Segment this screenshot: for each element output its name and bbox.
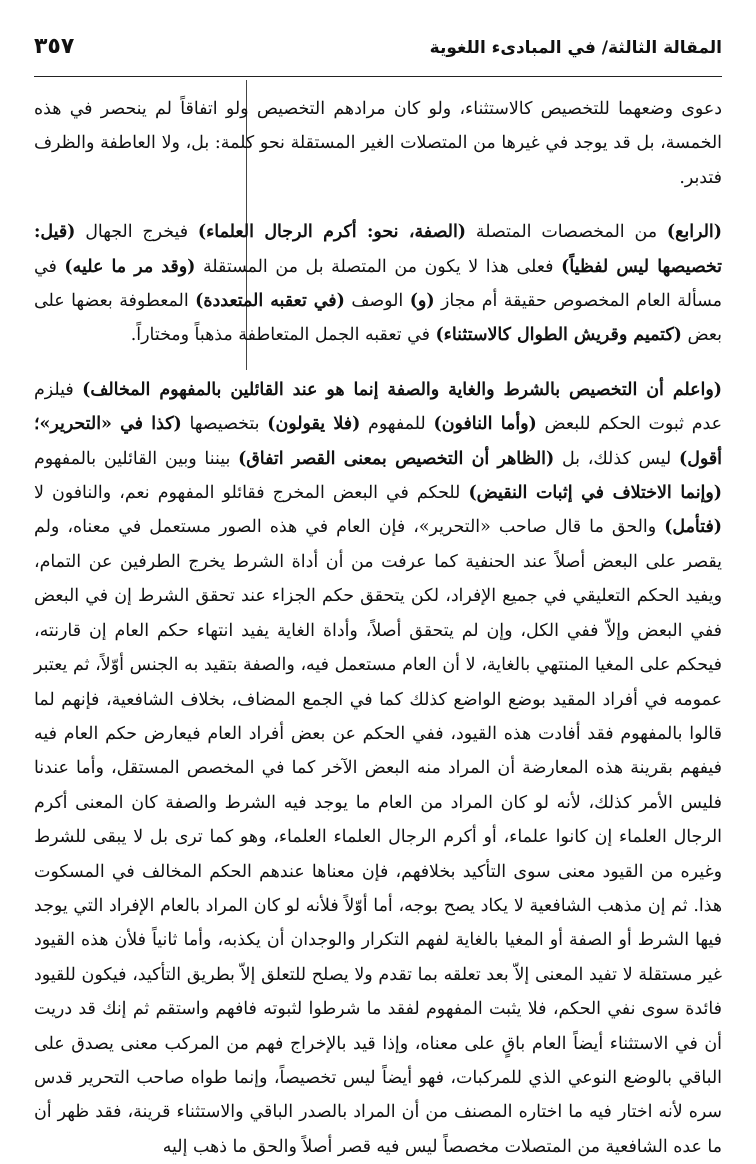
bold-matn-text: (وإنما الاختلاف في إثبات النقيض)	[468, 483, 722, 504]
bold-matn-text: (الصفة، نحو: أكرم الرجال العلماء)	[197, 222, 467, 243]
bold-matn-text: (و)	[409, 291, 435, 312]
commentary-text: فيلزم عدم ثبوت الحكم للبعض	[34, 379, 722, 435]
commentary-text: من المخصصات المتصلة	[466, 222, 667, 243]
header-rule	[34, 76, 722, 77]
page-body	[34, 92, 722, 1164]
bold-matn-text: (في تعقبه المتعددة)	[195, 291, 345, 312]
commentary-text: والحق ما قال صاحب «التحرير»، فإن العام في هذه الصور مستعمل في معناه، ولم يقصر على البعض أصلاً عند الحنفية كما عرفت من أن أداة الشرط يخرج الطرفين عن التمام، ويفيد الحكم التعليقي في جميع الإفراد، لكن يتحقق حكم الجزاء عند تحقق الشرط إن في البعض ففي البعض وإلاّ ففي الكل، وإن لم يتحقق أصلاً، وأداة الغاية يفيد انتهاء حكم العام إن قارنته، فيحكم على المغيا المنتهي بالغاية، لا أن العام مستعمل فيه، والصفة بتقيد به الجنس أوّلاً، ثم يعتبر عمومه في أفراد المقيد بوضع الواضع كذلك كما في الجمع المضاف، بخلاف الشافعية، فإنهم لما قالوا بالمفهوم فقد أفادت هذه القيود، ففي الحكم عن بعض أفراد العام فيعارض حكم العام فيه فيفهم بقرينة هذه المعارضة أن المراد منه البعض الآخر كما في المخصص المستقل، وأما عندنا فليس الأمر كذلك، لأنه لو كان المراد من العام ما يوجد فيه الشرط والصفة كان المعنى أكرم الرجال العلماء إن كانوا علماء، أو أكرم الرجال العلماء العلماء، وهو كما ترى بل لا يبقى للشرط وغيره من القيود معنى سوى التأكيد بخلافهم، فإن معناها عندهم الحكم المخالف في المسكوت هذا. ثم إن مذهب الشافعية لا يكاد يصح بوجه، أما أوّلاً فلأنه لو كان المراد بالعام الإفراد التي يوجد فيها الشرط أو الصفة أو المغيا بالغاية لفهم التكرار والوجدان أن يكذبه، وأما ثانياً فلأن هذه القيود غير مستقلة لا تفيد المعنى إلاّ بعد تعلقه بما تقدم ولا يصلح للتعلق إلاّ بطريق التأكيد، فيكون للقيود فائدة سوى نفي الحكم، فلا يثبت المفهوم لفقد ما شرطوا لثبوته فافهم واستقم ثم إنك قد دريت أن في الاستثناء أيضاً العام باقٍ على معناه، وإذا قيد بالإخراج فهم من المركب معنى يصدق على الباقي بالوضع النوعي الذي للمركبات، فهو أيضاً ليس تخصيصاً، وإنما طواه صاحب التحرير قدس سره لأنه اختار فيه ما اختاره المصنف من أن المراد بالصدر الباقي والاستثناء قرينة، فقد ظهر أن ما عده الشافعية من المتصلات مخصصاً ليس فيه قصر أصلاً والحق ما ذهب إليه	[34, 517, 722, 1157]
commentary-text: في تعقبه الجمل المتعاطفة مذهباً ومختاراً.	[130, 325, 436, 346]
running-title: المقالة الثالثة/ في المبادىء اللغوية	[429, 38, 722, 58]
bold-matn-text: (وأما النافون)	[433, 414, 537, 435]
paragraph	[34, 215, 722, 353]
page-number: ٣٥٧	[34, 34, 75, 59]
bold-matn-text: (قيل: تخصيصها ليس لفظياً)	[34, 222, 722, 277]
commentary-text: للمفهوم	[360, 414, 434, 435]
commentary-text: الوصف	[344, 291, 410, 312]
bold-matn-text: (فتأمل)	[664, 517, 722, 538]
commentary-text: المعطوفة بعضها على بعض	[34, 291, 722, 346]
bold-matn-text: (كتميم وقريش الطوال كالاستثناء)	[435, 325, 682, 346]
bold-matn-text: (واعلم أن التخصيص بالشرط والغاية والصفة إنما هو عند القائلين بالمفهوم المخالف)	[82, 379, 722, 400]
bold-matn-text: (كذا في «التحرير»؛ أقول)	[34, 414, 722, 469]
bold-matn-text: (الرابع)	[666, 222, 722, 243]
paragraph	[34, 373, 722, 1164]
commentary-text: للحكم في البعض المخرج فقائلو المفهوم نعم، والنافون لا	[34, 483, 469, 504]
bold-matn-text: (وقد مر ما عليه)	[64, 256, 196, 277]
paragraph	[34, 92, 722, 195]
commentary-text: بتخصيصها	[181, 414, 268, 435]
commentary-text: فعلى هذا لا يكون من المتصلة بل من المستقلة	[195, 256, 562, 277]
commentary-text: ليس كذلك، بل	[554, 448, 679, 469]
bold-matn-text: (الظاهر أن التخصيص بمعنى القصر اتفاق)	[238, 448, 555, 469]
commentary-text: دعوى وضعهما للتخصيص كالاستثناء، ولو كان مرادهم التخصيص ولو اتفاقاً لم ينحصر في هذه الخمسة، بل قد يوجد في غيرها من المتصلات الغير المستقلة نحو كلمة: بل، ولا العاطفة والظرف فتدبر.	[34, 99, 722, 188]
commentary-text: في مسألة العام المخصوص حقيقة أم مجاز	[34, 256, 722, 312]
bold-matn-text: (فلا يقولون)	[267, 414, 361, 435]
commentary-text: فيخرج الجهال	[75, 222, 198, 243]
commentary-text: بيننا وبين القائلين بالمفهوم	[34, 448, 239, 469]
page-header	[34, 32, 722, 72]
